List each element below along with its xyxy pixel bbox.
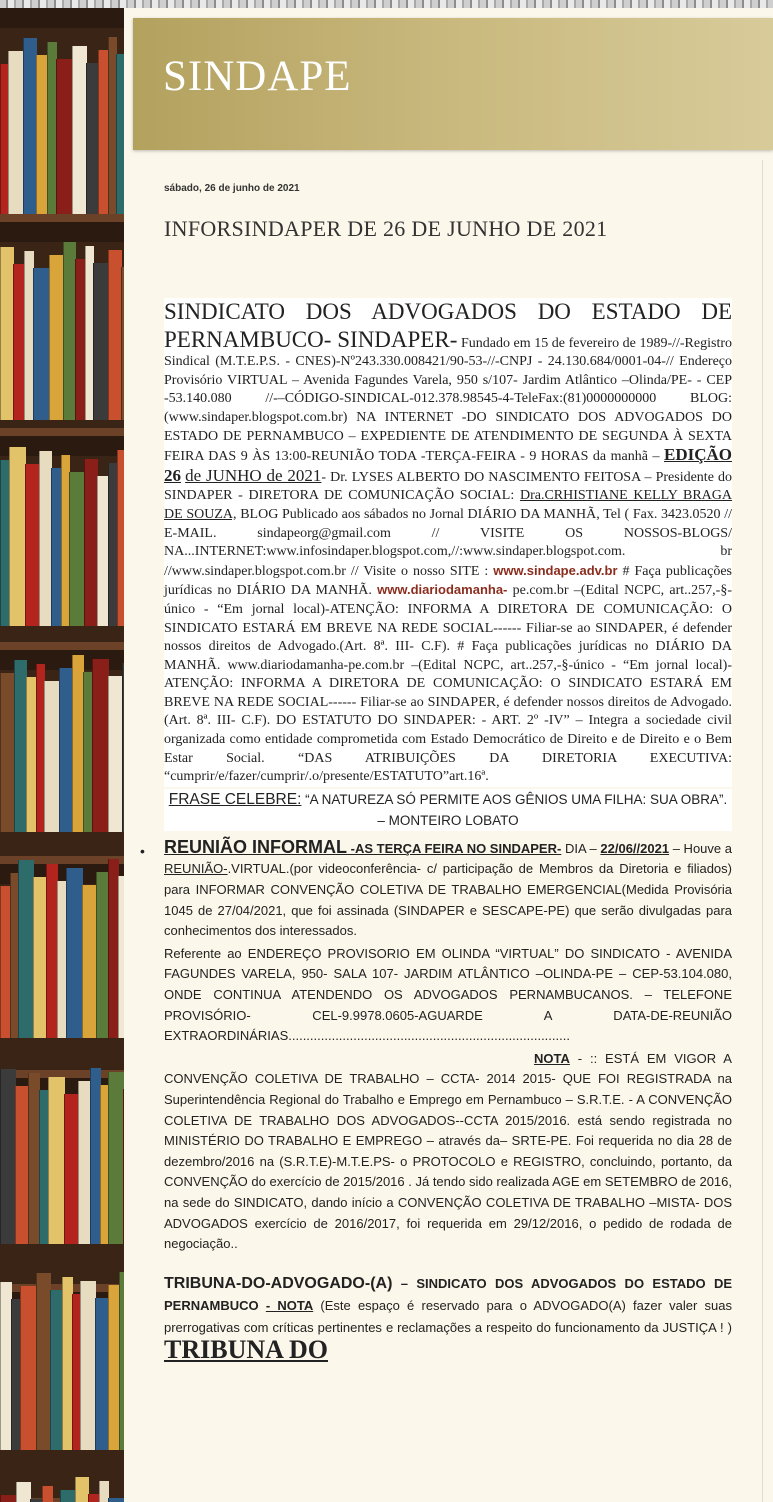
nota-label: NOTA (534, 1050, 570, 1066)
blog-title[interactable]: SINDAPE (163, 53, 352, 100)
book-spine (72, 46, 87, 214)
nota-text: - :: ESTÁ EM VIGOR A CONVENÇÃO COLETIVA DE TRABALHO – CCTA- 2014 2015- QUE FOI REGISTRADA na Superintendência Regional do Trabalho e Emprego em Pernambuco – S.R.T.E. - A CONVENÇÃO COLETIVA DE TRABALHO DOS ADVOGADOS--CCTA 2015/2016. está sendo registrada no MINISTÉRIO DO TRABALHO E EMPREGO – através da– SRTE-PE. Foi requerida no dia 28 de dezembro/2016 na (S.R.T.E)-M.T.E.PS- o PROTOCOLO e REGISTRO, concluindo, portanto, da CONVENÇÃO do exercício de 2015/2016 . Já tendo sido realizada AGE em SETEMBRO de 2016, na sede do SINDICATO, dando início a CONVENÇÃO COLETIVA DE TRABALHO –MISTA- DOS ADVOGADOS exercício de 2016/2017, foi requerida em 29/12/2016, o pedido de rodada de negociação.. (164, 1050, 732, 1252)
book-spine (64, 1094, 79, 1244)
tribuna-big-heading: TRIBUNA DO (164, 1334, 328, 1364)
intro-text-b: - Dr. LYSES ALBERTO DO NASCIMENTO FEITOSA – Presidente do SINDAPER - DIRETORA DE COMUNICAÇÃO SOCIAL: (164, 469, 732, 504)
book-spine (56, 59, 73, 214)
book-spine (0, 247, 14, 420)
post-date: sábado, 26 de junho de 2021 (164, 183, 300, 194)
reuniao-text-b: .VIRTUAL.(por videoconferência- c/ participação de Membros da Diretoria e filiados) para INFORMAR CONVENÇÃO COLETIVA DE TRABALHO EMERGENCIAL(Medida Provisória 1045 de 27/04/2021, que foi assinada (SINDAPER e SESCAPE-PE) que serão divulgadas para conhecimentos dos interessados. (164, 861, 732, 939)
diario-link[interactable]: www.diariodamanha- (377, 582, 508, 598)
book-spine (80, 1281, 96, 1450)
book-spine (59, 668, 73, 832)
book-spine (16, 1482, 31, 1502)
post (140, 183, 733, 1365)
book-spine (117, 450, 124, 626)
reuniao-item (140, 836, 732, 942)
book-spine (0, 673, 15, 832)
book-spine (75, 1477, 89, 1502)
book-spine (44, 681, 60, 832)
book-spine (49, 255, 64, 420)
book-spine (18, 860, 34, 1038)
tribuna-text-b: (Este espaço é reservado para o ADVOGADO(A) fazer valer suas prerrogativas com críticas pertinentes e reclamações a respeito do funcionamento da JUSTIÇA ! ) (164, 1297, 732, 1335)
book-spine (92, 659, 109, 832)
frase-celebre (164, 789, 732, 831)
book-spine (60, 1490, 76, 1502)
tribuna-paragraph (164, 1273, 732, 1365)
tribuna-nota: - NOTA (265, 1297, 314, 1313)
site-link[interactable]: www.sindape.adv.br (493, 562, 618, 578)
book-spine (69, 472, 85, 626)
reuniao-dia: DIA – (561, 840, 597, 856)
sindicato-heading: SINDICATO DOS ADVOGADOS DO ESTADO DE PERNAMBUCO- SINDAPER- (164, 299, 732, 352)
book-spine (0, 1495, 17, 1502)
column-divider (762, 160, 763, 1502)
book-spine (8, 51, 24, 214)
intro-text-c: BLOG Publicado aos sábados no Jornal DIÁRIO DA MANHÃ, Tel ( Fax. 3423.0520 // E-MAIL. sindapeorg@gmail.com // VISITE OS NOSSOS-BLOGS/ NA...INTERNET:www.infosindaper.blogspot.com,//:www.sindaper.blogspot.com. br //www.sindaper.blogspot.com.br // Visite o nosso SITE : (164, 506, 732, 579)
book-spine (36, 1273, 51, 1450)
intro-text-d: # Faça publicações jurídicas no DIÁRIO DA MANHÃ. (164, 563, 732, 599)
tribuna-title: TRIBUNA-DO-ADVOGADO-(A) (164, 1274, 393, 1292)
frase-label: FRASE CELEBRE: (168, 790, 302, 808)
browser-top-strip (0, 0, 773, 8)
book-spine (82, 885, 97, 1038)
book-spine (9, 447, 26, 626)
book-spine (48, 1077, 65, 1244)
book-spine (25, 464, 40, 626)
book-spine (20, 1286, 37, 1450)
book-spine (66, 868, 83, 1038)
referente-paragraph: Referente ao ENDEREÇO PROVISORIO EM OLINDA “VIRTUAL” DO SINDICATO - AVENIDA FAGUNDES VARELA, 950- SALA 107- JARDIM ATLÂNTICO –OLINDA-PE – CEP-53.104.080, ONDE CONTINUA ATENDENDO OS ADVOGADOS PERNAMBUCANOS. – TELEFONE PROVISÓRIO- CEL-9.9978.0605-AGUARDE A DATA-DE-REUNIÃO EXTRAORDINÁRIAS.............................................................................. (164, 945, 732, 1044)
intro-text-e: pe.com.br –(Edital NCPC, art..257,-§-único - “Em jornal local)-ATENÇÃO: INFORMA A DIRETORA DE COMUNICAÇÃO: O SINDICATO ESTARÁ EM BREVE NA REDE SOCIAL------ Filiar-se ao SINDAPER, é defender nossos direitos de Advogado.(Art. 8ª. III- C.F). # Faça publicações jurídicas no DIÁRIO DA MANHÃ. www.diariodamanha-pe.com.br –(Edital NCPC, art..257,-§-único - “Em jornal local)-ATENÇÃO: INFORMA A DIRETORA DE COMUNICAÇÃO: O SINDICATO ESTARÁ EM BREVE NA REDE SOCIAL------ Filiar-se ao SINDAPER, é defender nossos direitos de Advogado.(Art. 8ª. III- C.F). DO ESTATUTO DO SINDAPER: - ART. 2º -IV” – Integra a sociedade civil organizada como entidade comprometida com Estado Democrático de Direito e de Direito e o Bem Estar Social. “DAS ATRIBUIÇÕES DA DIRETORIA EXECUTIVA: “cumprir/e/fazer/cumprir/.o/presente/ESTATUTO”art.16ª. (164, 583, 732, 785)
intro-text-a: Fundado em 15 de fevereiro de 1989-//-Registro Sindical (M.T.E.P.S. - CNES)-Nº243.330.008421/90-53-//-CNPJ - 24.130.684/0001-04-// Endereço Provisório VIRTUAL – Avenida Fagundes Varela, 950 s/107- Jardim Atlântico –Olinda/PE- - CEP -53.140.080 //-–CÓDIGO-SINDICAL-012.378.98545-4-TeleFax:(81)0000000000 BLOG: (www.sindaper.blogspot.com.br) NA INTERNET -DO SINDICATO DOS ADVOGADOS DO ESTADO DE PERNAMBUCO – EXPEDIENTE DE ATENDIMENTO DE SEGUNDA À SEXTA FEIRA DAS 9 ÀS 13:00-REUNIÃO TODA -TERÇA-FEIRA - 9 HORAS da manhã – (164, 335, 733, 465)
tribuna-text-a: – SINDICATO DOS ADVOGADOS DO ESTADO DE PERNAMBUCO (164, 1275, 732, 1313)
book-spine (84, 459, 98, 626)
book-spine (116, 54, 124, 214)
book-spine (15, 1086, 29, 1244)
reuniao-subtitle: -AS TERÇA FEIRA NO SINDAPER- (347, 840, 562, 856)
reuniao-link[interactable]: REUNIÃO- (164, 861, 228, 877)
book-spine (108, 1072, 124, 1244)
bullet-icon: • (140, 842, 145, 859)
book-spine (33, 268, 50, 420)
reuniao-text-a: – Houve a (669, 840, 732, 856)
edicao-label: EDIÇÃO 26 (164, 445, 732, 485)
book-spine (33, 877, 47, 1038)
frase-text: “A NATUREZA SÓ PERMITE AOS GÊNIOS UMA FILHA: SUA OBRA”. – MONTEIRO LOBATO (301, 791, 728, 828)
book-spine (93, 263, 109, 420)
book-spine (95, 1298, 109, 1450)
book-spine (23, 38, 37, 214)
director-name: Dra.CRHISTIANE KELLY BRAGA DE SOUZA, (164, 488, 733, 522)
post-title[interactable]: INFORSINDAPER DE 26 DE JUNHO DE 2021 (164, 216, 608, 241)
book-spine (108, 250, 122, 420)
bookshelf-background (0, 8, 124, 1502)
reuniao-title: REUNIÃO INFORMAL (164, 836, 347, 857)
blog-page (124, 8, 773, 1502)
reuniao-date: 22/06//2021 (600, 840, 670, 856)
book-spine (108, 1498, 124, 1502)
book-spine (0, 1069, 16, 1244)
book-spine (108, 676, 123, 832)
post-intro-paragraph (164, 298, 732, 787)
blog-header (133, 18, 773, 150)
nota-paragraph (164, 1049, 732, 1255)
edicao-date: de JUNHO de 2021 (185, 465, 322, 485)
book-spine (42, 1486, 53, 1502)
